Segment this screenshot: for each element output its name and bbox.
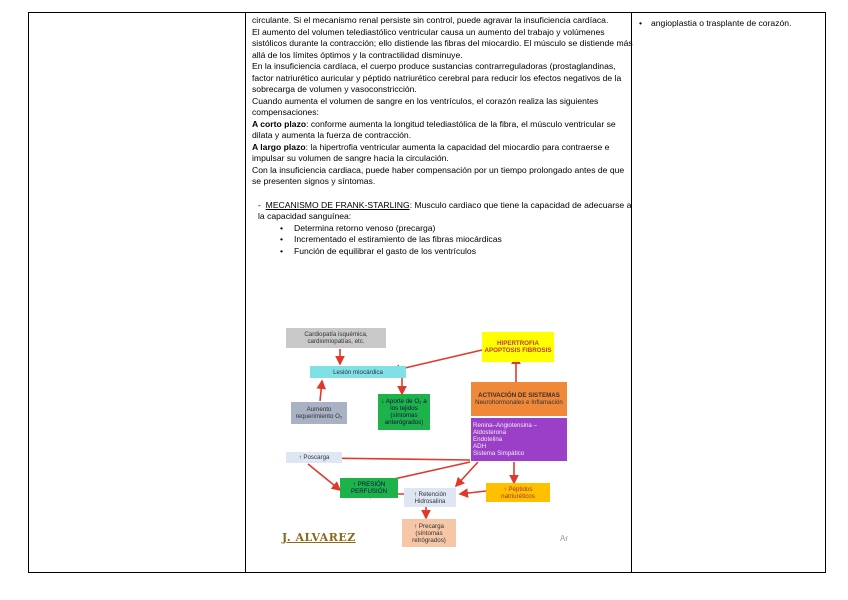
paragraph-corto-plazo <box>252 119 634 142</box>
frank-starling-title: MECANISMO DE FRANK-STARLING <box>265 199 410 210</box>
arrow-sistemas-retencion <box>456 462 478 486</box>
box-lesion: Lesión miocárdica <box>310 366 406 378</box>
paragraph-closing: Con la insuficiencia cardiaca, puede haber compensación por un tiempo prolongado antes de que se presenten signos y síntomas. <box>252 164 625 186</box>
activacion-sub: Neurohormonales e Inflamación <box>475 399 563 406</box>
arrow-aumento-lesion <box>320 381 322 401</box>
largo-plazo-label: A largo plazo <box>252 141 306 152</box>
list-item: • Determina retorno venoso (precarga) <box>280 223 634 235</box>
list-item: • Incrementado el estiramiento de las fibras miocárdicas <box>280 234 634 246</box>
box-presion: ↑ PRESIÓN PERFUSIÓN <box>340 478 398 498</box>
column-divider-left <box>245 13 246 572</box>
bullet-dot: • <box>639 18 643 28</box>
corto-plazo-label: A corto plazo <box>252 118 307 129</box>
box-peptidos: ↑ Péptidos natriuréticos <box>486 483 550 502</box>
right-bullet-item <box>639 18 819 30</box>
arrow-poscarga-presion <box>308 464 340 490</box>
heart-failure-diagram <box>250 328 580 554</box>
sistema-item: Sistema Simpático <box>473 450 525 457</box>
activacion-title: ACTIVACIÓN DE SISTEMAS <box>478 392 560 399</box>
frank-starling-list <box>252 223 634 258</box>
box-cardiopatia: Cardiopatía isquémica, cardiomiopatías, etc. <box>286 328 386 348</box>
box-sistemas <box>471 418 567 461</box>
paragraph-largo-plazo <box>252 142 634 165</box>
largo-plazo-text: : la hipertrofia ventricular aumenta la capacidad del miocardio para contraerse e impulsar su volumen de sangre hacia la circulación. <box>252 141 610 163</box>
sistema-item: Renina–Angiotensina – Aldosterona <box>473 422 537 436</box>
box-hipertrofia: HIPERTROFIA APOPTOSIS FIBROSIS <box>482 332 554 362</box>
corto-plazo-text: : conforme aumenta la longitud telediastólica de la fibra, el músculo ventricular se dilata y aumenta la fuerza de contracción. <box>252 118 616 140</box>
paragraph-volumen: El aumento del volumen telediastólico ventricular causa un aumento del trabajo y volúmenes sistólicos durante la contracción; ello distiende las fibras del miocardio. El músculo se distiende más allá de los límites óptimos y la contractilidad disminuye. <box>252 26 633 60</box>
watermark-text: Ar <box>560 534 568 543</box>
arrow-peptidos-retencion <box>460 491 486 494</box>
sistema-item: Endotelina <box>473 436 503 443</box>
box-retencion: ↑ Retención Hidrosalina <box>404 488 456 507</box>
sistema-item: ADH <box>473 443 487 450</box>
right-column <box>639 18 819 30</box>
right-bullet-text: angioplastia o trasplante de corazón. <box>651 18 792 28</box>
frank-starling-text: : Musculo cardiaco que tiene la capacidad de adecuarse a la capacidad sanguínea: <box>258 199 632 221</box>
author-logo: J. ALVAREZ <box>282 531 356 544</box>
list-item: • Función de equilibrar el gasto de los ventrículos <box>280 246 634 258</box>
middle-column <box>252 15 634 257</box>
paragraph-sustancias: En la insuficiencia cardíaca, el cuerpo produce sustancias contrarreguladoras (prostaglandinas, factor natriurético auricular y péptido natriurético cerebral para reducir los efectos negativos de la sobrecarga de volumen y vasoconstricción. <box>252 61 622 94</box>
frank-dash: - <box>258 199 261 210</box>
paragraph-circulante: circulante. Si el mecanismo renal persiste sin control, puede agravar la insuficiencia cardíaca. <box>252 15 609 25</box>
box-poscarga: ↑ Poscarga <box>286 452 342 463</box>
frank-starling-item <box>252 200 634 223</box>
box-precarga: ↑ Precarga (síntomas retrógrados) <box>402 519 456 547</box>
box-aumento: Aumento requerimiento O₂ <box>291 402 347 424</box>
box-activacion <box>471 382 567 416</box>
box-aporte: ↓ Aporte de O₂ a los tejidos (síntomas anterógrados) <box>378 394 430 430</box>
paragraph-compensaciones: Cuando aumenta el volumen de sangre en los ventrículos, el corazón realiza las siguientes compensaciones: <box>252 95 599 117</box>
